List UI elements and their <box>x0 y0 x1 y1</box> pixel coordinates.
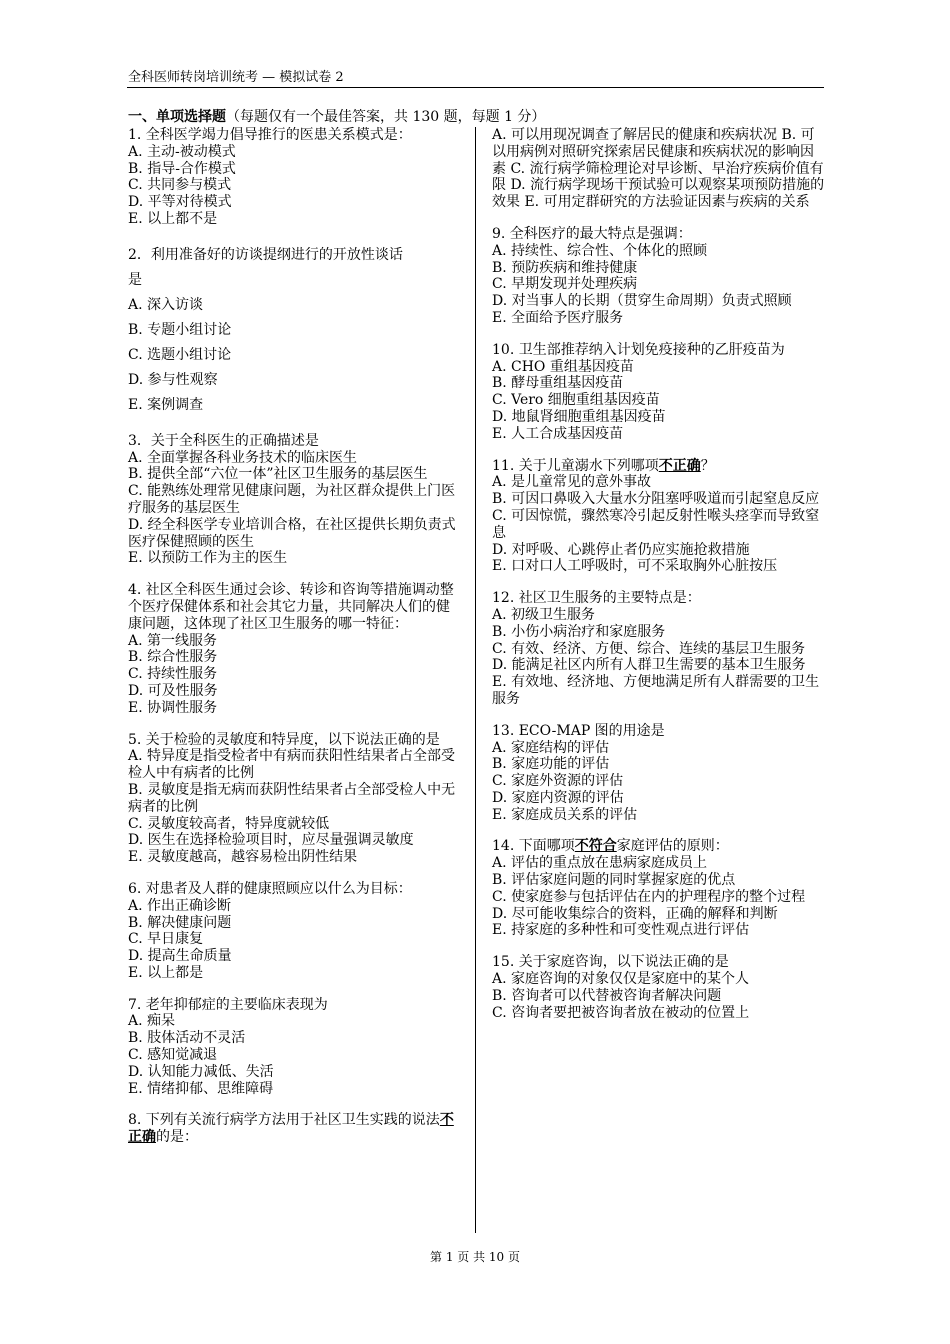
stem-text-end: 家庭评估的原则： <box>616 838 729 855</box>
left-column <box>128 127 461 1161</box>
header-rule <box>127 87 824 88</box>
question-7 <box>128 997 461 1098</box>
option-a: A. 初级卫生服务 <box>492 606 596 623</box>
option-d: D. 尽可能收集综合的资料，正确的解释和判断 <box>492 905 778 922</box>
option-a: A. 持续性、综合性、个体化的照顾 <box>492 242 708 259</box>
option-e: E. 以上都是 <box>128 964 204 981</box>
question-stem: 13. ECO-MAP 图的用途是 <box>492 722 665 739</box>
option-d: D. 能满足社区内所有人群卫生需要的基本卫生服务 <box>492 657 806 674</box>
option-b: B. 家庭功能的评估 <box>492 756 610 773</box>
option-b: B. 预防疾病和维持健康 <box>492 259 638 276</box>
question-13 <box>492 723 826 824</box>
option-a: A. CHO 重组基因疫苗 <box>492 358 634 375</box>
question-stem: 9. 全科医疗的最大特点是强调： <box>492 225 692 242</box>
question-3 <box>128 433 461 567</box>
option-b: B. 评估家庭问题的同时掌握家庭的优点 <box>492 872 736 889</box>
stem-emphasis: 不正确 <box>128 1112 454 1146</box>
option-d: D. 医生在选择检验项目时，应尽量强调灵敏度 <box>128 832 414 849</box>
option-e: E. 全面给予医疗服务 <box>492 309 624 326</box>
question-stem: 12. 社区卫生服务的主要特点是： <box>492 590 701 607</box>
option-d: D. 经全科医学专业培训合格，在社区提供长期负责式医疗保健照顾的医生 <box>128 516 456 550</box>
question-4 <box>128 582 461 716</box>
question-12 <box>492 590 826 708</box>
question-stem: 15. 关于家庭咨询，以下说法正确的是 <box>492 954 729 971</box>
option-a: A. 家庭咨询的对象仅仅是家庭中的某个人 <box>492 971 750 988</box>
page-header: 全科医师转岗培训统考 — 模拟试卷 2 <box>128 70 344 85</box>
option-d: D. 地鼠肾细胞重组基因疫苗 <box>492 408 666 425</box>
option-c: C. 早日康复 <box>128 931 204 948</box>
question-stem <box>128 1112 461 1146</box>
option-e: E. 以预防工作为主的医生 <box>128 550 288 567</box>
option-a: A. 痴呆 <box>128 1013 176 1030</box>
option-b: B. 解决健康问题 <box>128 914 232 931</box>
option-e: E. 人工合成基因疫苗 <box>492 425 624 442</box>
stem-emphasis: 不符合 <box>574 838 617 855</box>
option-d: D. 参与性观察 <box>128 371 218 388</box>
question-stem: 7. 老年抑郁症的主要临床表现为 <box>128 996 328 1013</box>
question-stem: 6. 对患者及人群的健康照顾应以什么为目标： <box>128 880 412 897</box>
question-2 <box>128 243 461 418</box>
question-stem: 5. 关于检验的灵敏度和特异度，以下说法正确的是 <box>128 731 440 748</box>
option-a: A. 主动-被动模式 <box>128 143 236 160</box>
section-note: （每题仅有一个最佳答案，共 130 题，每题 1 分） <box>226 109 546 125</box>
option-b: B. 小伤小病治疗和家庭服务 <box>492 623 666 640</box>
option-a: A. 全面掌握各科业务技术的临床医生 <box>128 449 358 466</box>
section-heading: 一、单项选择题 <box>128 109 226 125</box>
option-b: B. 灵敏度是指无病而获阴性结果者占全部受检人中无病者的比例 <box>128 781 456 815</box>
stem-emphasis: 不正确 <box>658 457 701 474</box>
stem-text-end: 的是： <box>156 1129 198 1146</box>
option-c: C. 持续性服务 <box>128 666 218 683</box>
option-c: C. 共同参与模式 <box>128 177 232 194</box>
question-5 <box>128 732 461 866</box>
option-a: A. 作出正确诊断 <box>128 897 232 914</box>
question-10 <box>492 342 826 443</box>
option-c: C. 灵敏度较高者，特异度就较低 <box>128 815 330 832</box>
option-c: C. 选题小组讨论 <box>128 346 232 363</box>
question-stem: 2．利用准备好的访谈提纲进行的开放性谈话 <box>128 246 403 263</box>
option-d: D. 家庭内资源的评估 <box>492 789 624 806</box>
option-b: B. 咨询者可以代替被咨询者解决问题 <box>492 987 722 1004</box>
page-footer: 第 1 页 共 10 页 <box>430 1250 520 1264</box>
option-c: C. Vero 细胞重组基因疫苗 <box>492 392 660 409</box>
option-a: A. 特异度是指受检者中有病而获阳性结果者占全部受检人中有病者的比例 <box>128 748 456 782</box>
option-c: C. 咨询者要把被咨询者放在被动的位置上 <box>492 1004 750 1021</box>
option-c: C. 能熟练处理常见健康问题，为社区群众提供上门医疗服务的基层医生 <box>128 483 456 516</box>
question-1 <box>128 127 461 228</box>
option-e: E. 持家庭的多种性和可变性观点进行评估 <box>492 922 750 939</box>
option-b: B. 肢体活动不灵活 <box>128 1030 246 1047</box>
option-a: A. 深入访谈 <box>128 296 204 313</box>
question-15 <box>492 954 826 1021</box>
question-stem <box>492 838 826 855</box>
question-stem-cont: 是 <box>128 271 142 288</box>
stem-text: 8. 下列有关流行病学方法用于社区卫生实践的说法 <box>128 1112 440 1129</box>
option-d: D. 对当事人的长期（贯穿生命周期）负责式照顾 <box>492 293 792 310</box>
option-e: E. 协调性服务 <box>128 699 218 716</box>
option-e: E. 灵敏度越高，越容易检出阴性结果 <box>128 849 358 866</box>
option-e: E. 口对口人工呼吸时，可不采取胸外心脏按压 <box>492 558 778 575</box>
option-b: B. 专题小组讨论 <box>128 321 232 338</box>
option-b: B. 可因口鼻吸入大量水分阻塞呼吸道而引起窒息反应 <box>492 491 820 508</box>
option-a: A. 第一线服务 <box>128 632 218 649</box>
question-14 <box>492 838 826 939</box>
option-d: D. 对呼吸、心跳停止者仍应实施抢救措施 <box>492 541 750 558</box>
option-d: D. 提高生命质量 <box>128 948 232 965</box>
option-b: B. 综合性服务 <box>128 649 218 666</box>
option-a: A. 家庭结构的评估 <box>492 739 610 756</box>
option-b: B. 可以用病例对照研究探索居民健康和疾病状况的影响因素 <box>492 127 815 177</box>
section-title <box>128 110 545 125</box>
question-stem: 1. 全科医学竭力倡导推行的医患关系模式是： <box>128 127 412 143</box>
option-c: C. 可因惊慌，骤然寒冷引起反射性喉头痉挛而导致窒息 <box>492 507 820 541</box>
question-stem <box>492 458 826 475</box>
option-c: C. 家庭外资源的评估 <box>492 773 624 790</box>
option-a: A. 可以用现况调查了解居民的健康和疾病状况 <box>492 127 778 143</box>
question-6 <box>128 881 461 982</box>
question-stem: 10. 卫生部推荐纳入计划免疫接种的乙肝疫苗为 <box>492 341 785 358</box>
question-11 <box>492 458 826 576</box>
question-9 <box>492 226 826 327</box>
option-a: A. 是儿童常见的意外事故 <box>492 474 652 491</box>
option-e: E. 案例调查 <box>128 396 204 413</box>
question-stem: 4. 社区全科医生通过会诊、转诊和咨询等措施调动整个医疗保健体系和社会其它力量，共同解决人们的健康问题，这体现了社区卫生服务的哪一特征： <box>128 582 454 632</box>
option-d: D. 流行病学现场干预试验可以观察某项预防措施的效果 <box>492 177 825 211</box>
option-e: E. 以上都不是 <box>128 210 218 227</box>
option-c: C. 流行病学筛检理论对早诊断、早治疗疾病价值有限 <box>492 160 824 194</box>
option-d: D. 认知能力减低、失活 <box>128 1063 274 1080</box>
stem-text: 11. 关于儿童溺水下列哪项 <box>492 457 659 474</box>
question-stem: 3．关于全科医生的正确描述是 <box>128 432 319 449</box>
option-d: D. 可及性服务 <box>128 682 218 699</box>
stem-text: 14. 下面哪项 <box>492 838 575 855</box>
option-c: C. 早期发现并处理疾病 <box>492 276 638 293</box>
option-a: A. 评估的重点放在患病家庭成员上 <box>492 855 708 872</box>
option-e: E. 情绪抑郁、思维障碍 <box>128 1080 274 1097</box>
option-c: C. 感知觉减退 <box>128 1047 218 1064</box>
option-c: C. 使家庭参与包括评估在内的护理程序的整个过程 <box>492 888 806 905</box>
right-column <box>492 127 826 1036</box>
option-c: C. 有效、经济、方便、综合、连续的基层卫生服务 <box>492 640 806 657</box>
option-e: E. 有效地、经济地、方便地满足所有人群需要的卫生服务 <box>492 674 820 707</box>
option-d: D. 平等对待模式 <box>128 194 232 211</box>
option-e: E. 可用定群研究的方法验证因素与疾病的关系 <box>524 194 810 211</box>
option-e: E. 家庭成员关系的评估 <box>492 806 638 823</box>
option-b: B. 指导-合作模式 <box>128 160 236 177</box>
option-b: B. 酵母重组基因疫苗 <box>492 375 624 392</box>
option-b: B. 提供全部“六位一体”社区卫生服务的基层医生 <box>128 466 428 483</box>
stem-text-end: ？ <box>700 457 715 474</box>
question-8-options <box>492 127 826 211</box>
column-divider <box>475 127 476 1233</box>
question-8 <box>128 1112 461 1146</box>
